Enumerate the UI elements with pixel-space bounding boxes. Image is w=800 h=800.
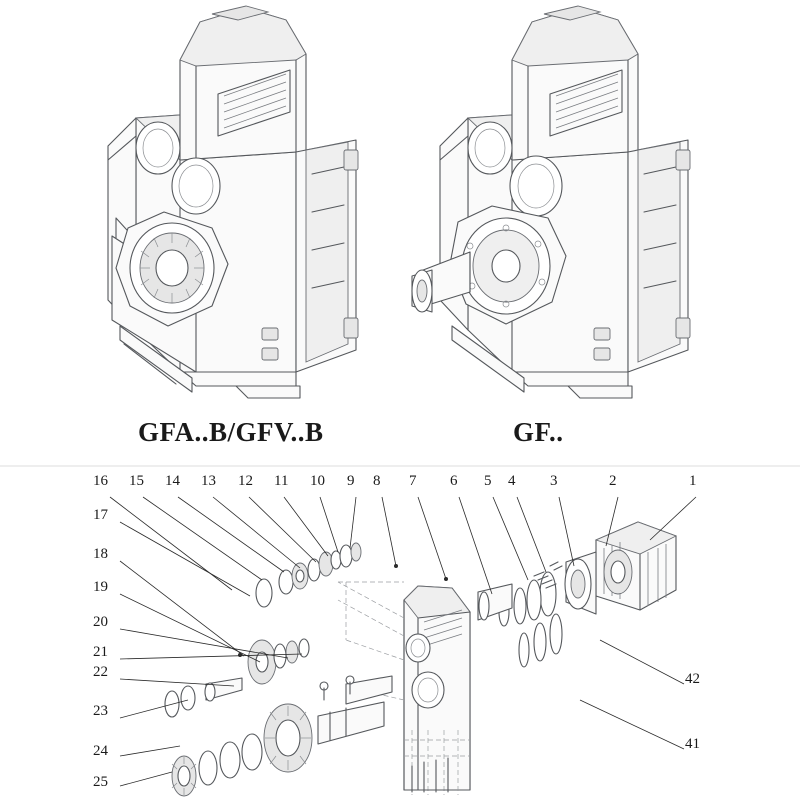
callout-left-21: 21 [93,644,108,660]
callout-top-16: 16 [93,473,108,489]
gearbox-right-drawing [412,6,690,398]
callout-left-24: 24 [93,743,108,759]
callout-left-23: 23 [93,703,108,719]
callout-left-19: 19 [93,579,108,595]
part-motor [596,522,676,610]
callout-top-5: 5 [484,473,492,489]
callout-top-14: 14 [165,473,180,489]
callout-top-6: 6 [450,473,458,489]
callout-top-2: 2 [609,473,617,489]
callout-left-17: 17 [93,507,108,523]
callout-top-11: 11 [274,473,289,489]
part-ring-21 [286,641,298,663]
callout-top-15: 15 [129,473,144,489]
caption-right-model: GF.. [513,417,564,447]
part-ring-25a [199,751,217,785]
part-ring-9 [351,543,361,561]
callout-top-3: 3 [550,473,558,489]
callout-left-18: 18 [93,546,108,562]
callout-top-1: 1 [689,473,697,489]
part-ring-4 [527,580,541,620]
part-ring-23b [181,686,195,710]
part-ring-15 [279,570,293,594]
callout-top-12: 12 [238,473,253,489]
part-bearing-41 [534,623,546,661]
callout-right-42: 42 [685,671,700,687]
callout-top-7: 7 [409,473,417,489]
part-ring-11 [331,551,341,569]
part-ring-13 [308,559,320,581]
part-adapter-flange [565,552,596,614]
callout-top-13: 13 [201,473,216,489]
callout-left-20: 20 [93,614,108,630]
caption-left-model: GFA..B/GFV..B [138,417,324,447]
part-shaft-long-a [318,702,384,744]
callout-left-25: 25 [93,774,108,790]
callout-top-10: 10 [310,473,325,489]
part-ring-10 [340,545,352,567]
callout-left-22: 22 [93,664,108,680]
callout-right-41: 41 [685,736,700,752]
callout-top-4: 4 [508,473,516,489]
part-ring-5 [514,588,526,624]
part-ring-24a [242,734,262,770]
part-ring-12 [319,552,333,576]
part-ring-24b [220,742,240,778]
part-ring-16 [256,579,272,607]
gearbox-left-drawing [108,6,358,398]
callout-top-8: 8 [373,473,381,489]
exploded-assembly-drawing [110,497,696,796]
part-bearing-extra [519,633,529,667]
part-bearing-42 [550,614,562,654]
callout-top-9: 9 [347,473,355,489]
